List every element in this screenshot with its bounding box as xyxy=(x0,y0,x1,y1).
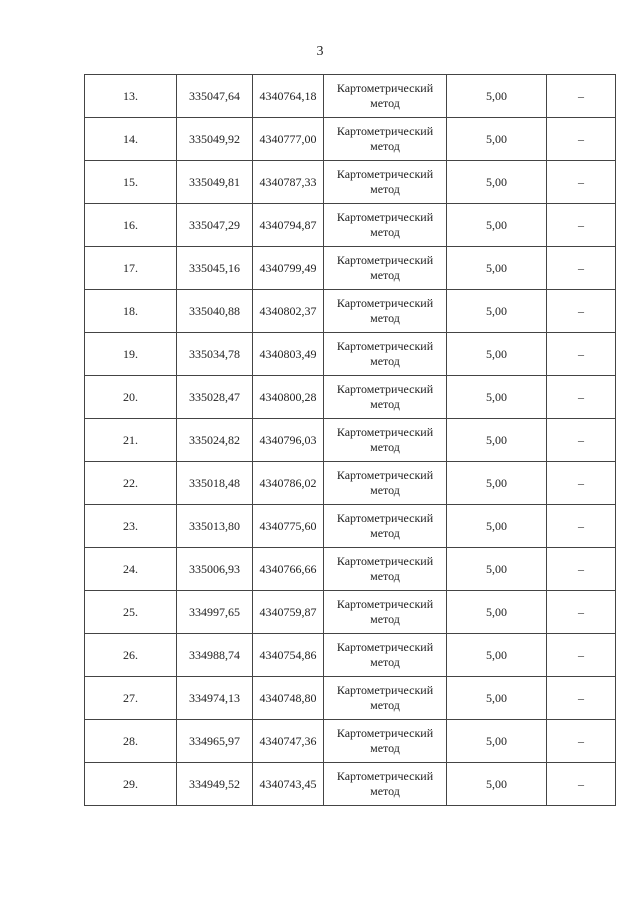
note-cell: – xyxy=(547,118,616,161)
method-line-2: метод xyxy=(370,784,400,798)
method-cell xyxy=(324,763,447,806)
point-number-cell: 28. xyxy=(85,720,177,763)
point-number-cell: 14. xyxy=(85,118,177,161)
x-coordinate-cell: 335013,80 xyxy=(177,505,253,548)
method-line-1: Картометрический xyxy=(336,683,434,697)
accuracy-cell: 5,00 xyxy=(447,118,547,161)
x-coordinate-cell: 335024,82 xyxy=(177,419,253,462)
point-number-cell: 23. xyxy=(85,505,177,548)
table-row xyxy=(85,720,616,763)
note-cell: – xyxy=(547,419,616,462)
accuracy-cell: 5,00 xyxy=(447,247,547,290)
method-line-1: Картометрический xyxy=(336,167,434,181)
accuracy-cell: 5,00 xyxy=(447,161,547,204)
note-cell: – xyxy=(547,290,616,333)
y-coordinate-cell: 4340787,33 xyxy=(253,161,324,204)
y-coordinate-cell: 4340777,00 xyxy=(253,118,324,161)
y-coordinate-cell: 4340802,37 xyxy=(253,290,324,333)
note-cell: – xyxy=(547,204,616,247)
method-line-1: Картометрический xyxy=(336,511,434,525)
x-coordinate-cell: 334965,97 xyxy=(177,720,253,763)
x-coordinate-cell: 335018,48 xyxy=(177,462,253,505)
method-cell xyxy=(324,75,447,118)
method-line-2: метод xyxy=(370,397,400,411)
x-coordinate-cell: 335047,64 xyxy=(177,75,253,118)
method-line-1: Картометрический xyxy=(336,468,434,482)
accuracy-cell: 5,00 xyxy=(447,505,547,548)
x-coordinate-cell: 335049,92 xyxy=(177,118,253,161)
method-line-1: Картометрический xyxy=(336,425,434,439)
point-number-cell: 29. xyxy=(85,763,177,806)
method-cell xyxy=(324,290,447,333)
coordinates-table xyxy=(84,74,616,806)
method-line-1: Картометрический xyxy=(336,124,434,138)
method-line-2: метод xyxy=(370,483,400,497)
y-coordinate-cell: 4340800,28 xyxy=(253,376,324,419)
point-number-cell: 15. xyxy=(85,161,177,204)
note-cell: – xyxy=(547,763,616,806)
page-number: 3 xyxy=(316,44,324,59)
method-cell xyxy=(324,591,447,634)
note-cell: – xyxy=(547,720,616,763)
accuracy-cell: 5,00 xyxy=(447,634,547,677)
method-line-1: Картометрический xyxy=(336,597,434,611)
y-coordinate-cell: 4340743,45 xyxy=(253,763,324,806)
y-coordinate-cell: 4340766,66 xyxy=(253,548,324,591)
note-cell: – xyxy=(547,376,616,419)
method-cell xyxy=(324,376,447,419)
table-row xyxy=(85,75,616,118)
x-coordinate-cell: 335045,16 xyxy=(177,247,253,290)
note-cell: – xyxy=(547,161,616,204)
method-cell xyxy=(324,720,447,763)
table-row xyxy=(85,634,616,677)
table-row xyxy=(85,118,616,161)
note-cell: – xyxy=(547,333,616,376)
method-line-2: метод xyxy=(370,655,400,669)
table-row xyxy=(85,677,616,720)
method-cell xyxy=(324,677,447,720)
y-coordinate-cell: 4340775,60 xyxy=(253,505,324,548)
x-coordinate-cell: 334997,65 xyxy=(177,591,253,634)
y-coordinate-cell: 4340803,49 xyxy=(253,333,324,376)
y-coordinate-cell: 4340748,80 xyxy=(253,677,324,720)
x-coordinate-cell: 335034,78 xyxy=(177,333,253,376)
y-coordinate-cell: 4340786,02 xyxy=(253,462,324,505)
x-coordinate-cell: 334988,74 xyxy=(177,634,253,677)
y-coordinate-cell: 4340764,18 xyxy=(253,75,324,118)
method-line-1: Картометрический xyxy=(336,640,434,654)
method-cell xyxy=(324,118,447,161)
accuracy-cell: 5,00 xyxy=(447,720,547,763)
table-row xyxy=(85,591,616,634)
method-cell xyxy=(324,462,447,505)
method-line-2: метод xyxy=(370,741,400,755)
table-row xyxy=(85,548,616,591)
method-line-2: метод xyxy=(370,526,400,540)
method-cell xyxy=(324,419,447,462)
y-coordinate-cell: 4340754,86 xyxy=(253,634,324,677)
method-line-1: Картометрический xyxy=(336,339,434,353)
method-line-1: Картометрический xyxy=(336,382,434,396)
table-row xyxy=(85,161,616,204)
accuracy-cell: 5,00 xyxy=(447,677,547,720)
note-cell: – xyxy=(547,677,616,720)
x-coordinate-cell: 334974,13 xyxy=(177,677,253,720)
point-number-cell: 19. xyxy=(85,333,177,376)
x-coordinate-cell: 334949,52 xyxy=(177,763,253,806)
method-line-1: Картометрический xyxy=(336,554,434,568)
method-line-2: метод xyxy=(370,440,400,454)
accuracy-cell: 5,00 xyxy=(447,204,547,247)
x-coordinate-cell: 335049,81 xyxy=(177,161,253,204)
y-coordinate-cell: 4340747,36 xyxy=(253,720,324,763)
note-cell: – xyxy=(547,247,616,290)
table-row xyxy=(85,333,616,376)
table-row xyxy=(85,419,616,462)
x-coordinate-cell: 335006,93 xyxy=(177,548,253,591)
point-number-cell: 26. xyxy=(85,634,177,677)
method-line-2: метод xyxy=(370,139,400,153)
accuracy-cell: 5,00 xyxy=(447,419,547,462)
accuracy-cell: 5,00 xyxy=(447,75,547,118)
method-line-1: Картометрический xyxy=(336,81,434,95)
method-line-1: Картометрический xyxy=(336,769,434,783)
method-line-2: метод xyxy=(370,311,400,325)
point-number-cell: 17. xyxy=(85,247,177,290)
point-number-cell: 27. xyxy=(85,677,177,720)
note-cell: – xyxy=(547,591,616,634)
table-row xyxy=(85,505,616,548)
method-cell xyxy=(324,505,447,548)
method-cell xyxy=(324,204,447,247)
point-number-cell: 22. xyxy=(85,462,177,505)
method-line-2: метод xyxy=(370,225,400,239)
point-number-cell: 16. xyxy=(85,204,177,247)
coordinates-table-body xyxy=(85,75,616,806)
method-line-2: метод xyxy=(370,96,400,110)
y-coordinate-cell: 4340796,03 xyxy=(253,419,324,462)
method-cell xyxy=(324,548,447,591)
y-coordinate-cell: 4340794,87 xyxy=(253,204,324,247)
table-row xyxy=(85,204,616,247)
point-number-cell: 21. xyxy=(85,419,177,462)
method-line-1: Картометрический xyxy=(336,296,434,310)
accuracy-cell: 5,00 xyxy=(447,548,547,591)
method-line-1: Картометрический xyxy=(336,253,434,267)
note-cell: – xyxy=(547,75,616,118)
table-row xyxy=(85,290,616,333)
accuracy-cell: 5,00 xyxy=(447,591,547,634)
y-coordinate-cell: 4340799,49 xyxy=(253,247,324,290)
method-line-2: метод xyxy=(370,182,400,196)
method-line-1: Картометрический xyxy=(336,726,434,740)
method-cell xyxy=(324,247,447,290)
point-number-cell: 20. xyxy=(85,376,177,419)
point-number-cell: 13. xyxy=(85,75,177,118)
point-number-cell: 25. xyxy=(85,591,177,634)
accuracy-cell: 5,00 xyxy=(447,763,547,806)
y-coordinate-cell: 4340759,87 xyxy=(253,591,324,634)
accuracy-cell: 5,00 xyxy=(447,462,547,505)
method-line-2: метод xyxy=(370,698,400,712)
method-line-2: метод xyxy=(370,354,400,368)
method-line-2: метод xyxy=(370,268,400,282)
x-coordinate-cell: 335047,29 xyxy=(177,204,253,247)
x-coordinate-cell: 335040,88 xyxy=(177,290,253,333)
x-coordinate-cell: 335028,47 xyxy=(177,376,253,419)
accuracy-cell: 5,00 xyxy=(447,376,547,419)
note-cell: – xyxy=(547,548,616,591)
table-row xyxy=(85,376,616,419)
note-cell: – xyxy=(547,505,616,548)
point-number-cell: 24. xyxy=(85,548,177,591)
note-cell: – xyxy=(547,462,616,505)
accuracy-cell: 5,00 xyxy=(447,333,547,376)
method-cell xyxy=(324,634,447,677)
method-cell xyxy=(324,161,447,204)
table-row xyxy=(85,763,616,806)
accuracy-cell: 5,00 xyxy=(447,290,547,333)
method-line-2: метод xyxy=(370,612,400,626)
method-line-2: метод xyxy=(370,569,400,583)
note-cell: – xyxy=(547,634,616,677)
method-cell xyxy=(324,333,447,376)
point-number-cell: 18. xyxy=(85,290,177,333)
table-row xyxy=(85,462,616,505)
table-row xyxy=(85,247,616,290)
method-line-1: Картометрический xyxy=(336,210,434,224)
